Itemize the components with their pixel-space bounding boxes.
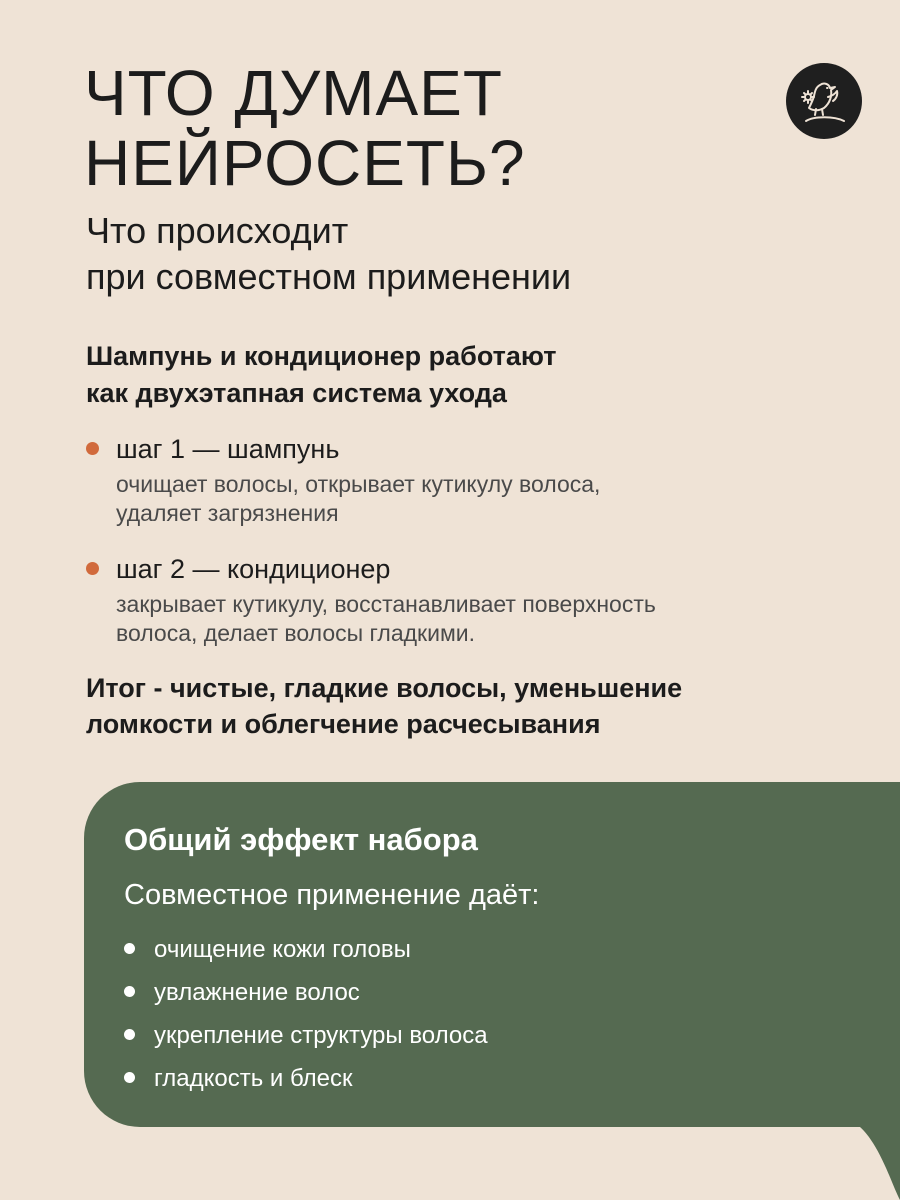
result-text	[86, 670, 682, 742]
subtitle-line-1: Что происходит	[86, 210, 349, 251]
lead-line-2: как двухэтапная система ухода	[86, 378, 507, 408]
benefit-label: укрепление структуры волоса	[154, 1022, 488, 1049]
result-line-2: ломкости и облегчение расчесывания	[86, 709, 601, 739]
panel-title: Общий эффект набора	[124, 822, 478, 857]
page-title	[84, 58, 526, 198]
step-item	[86, 430, 846, 528]
step-description	[116, 470, 846, 528]
result-line-1: Итог - чистые, гладкие волосы, уменьшение	[86, 673, 683, 703]
page-subtitle	[86, 208, 571, 300]
title-line-2: НЕЙРОСЕТЬ?	[84, 127, 526, 199]
bullet-dot-icon	[124, 986, 135, 997]
bullet-dot-icon	[124, 1072, 135, 1083]
step-desc-line: очищает волосы, открывает кутикулу волоса,	[116, 471, 601, 497]
step-title: шаг 2 — кондиционер	[116, 554, 391, 584]
benefit-label: увлажнение волос	[154, 979, 360, 1006]
title-line-1: ЧТО ДУМАЕТ	[84, 57, 503, 129]
subtitle-line-2: при совместном применении	[86, 256, 572, 297]
bullet-dot-icon	[124, 943, 135, 954]
step-desc-line: волоса, делает волосы гладкими.	[116, 620, 476, 646]
step-desc-line: удаляет загрязнения	[116, 500, 339, 526]
benefit-label: очищение кожи головы	[154, 936, 411, 963]
bullet-dot-icon	[86, 442, 99, 455]
bullet-dot-icon	[86, 562, 99, 575]
panel-subtitle: Совместное применение даёт:	[124, 879, 540, 911]
benefits-list	[124, 928, 488, 1100]
lead-line-1: Шампунь и кондиционер работают	[86, 341, 557, 371]
step-desc-line: закрывает кутикулу, восстанавливает поверхность	[116, 591, 656, 617]
step-title: шаг 1 — шампунь	[116, 434, 340, 464]
effect-panel	[84, 782, 900, 1127]
list-item	[124, 928, 488, 971]
step-item	[86, 550, 846, 648]
list-item	[124, 1014, 488, 1057]
list-item	[124, 1057, 488, 1100]
steps-list	[86, 430, 846, 670]
speech-bubble-tail-icon	[860, 1127, 900, 1200]
benefit-label: гладкость и блеск	[154, 1065, 353, 1092]
bullet-dot-icon	[124, 1029, 135, 1040]
lead-text	[86, 338, 557, 412]
list-item	[124, 971, 488, 1014]
bird-logo-icon	[786, 63, 862, 139]
step-description	[116, 590, 846, 648]
